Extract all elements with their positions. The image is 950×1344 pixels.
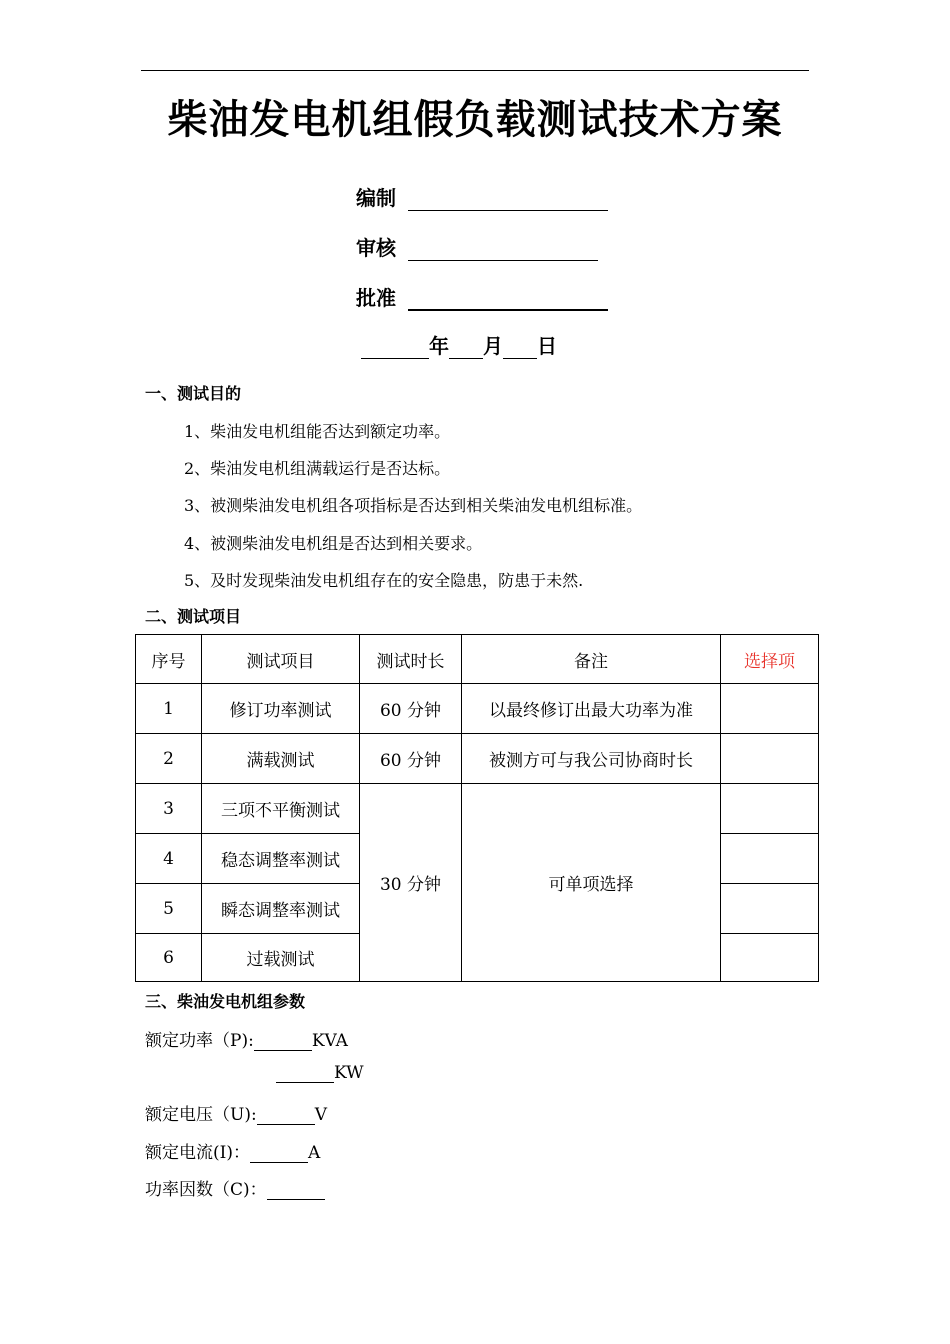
day-field[interactable] — [503, 336, 537, 359]
date-line — [361, 330, 557, 359]
header-note: 备注 — [462, 635, 721, 684]
signature-review — [356, 232, 598, 260]
row-select-cell[interactable] — [721, 684, 819, 734]
compile-field[interactable] — [408, 188, 608, 211]
row-no: 6 — [136, 934, 202, 982]
month-label: 月 — [483, 334, 503, 358]
table-row — [136, 684, 819, 734]
review-field[interactable] — [408, 238, 598, 261]
day-label: 日 — [537, 334, 557, 358]
param-current — [145, 1138, 320, 1163]
year-field[interactable] — [361, 336, 429, 359]
row-item: 过载测试 — [202, 934, 360, 982]
header-rule — [141, 70, 809, 71]
header-item: 测试项目 — [202, 635, 360, 684]
purpose-item: 4、被测柴油发电机组是否达到相关要求。 — [184, 534, 483, 553]
power-kw-unit: KW — [334, 1063, 364, 1083]
table-row — [136, 784, 819, 834]
approve-label: 批准 — [356, 286, 396, 310]
voltage-field[interactable] — [257, 1106, 315, 1125]
row-item: 三项不平衡测试 — [202, 784, 360, 834]
row-item: 瞬态调整率测试 — [202, 884, 360, 934]
year-label: 年 — [429, 334, 449, 358]
row-note: 以最终修订出最大功率为准 — [462, 684, 721, 734]
current-field[interactable] — [250, 1144, 308, 1163]
param-power-factor — [145, 1175, 325, 1200]
compile-label: 编制 — [356, 186, 396, 210]
voltage-unit: V — [314, 1105, 327, 1125]
table-row — [136, 734, 819, 784]
review-label: 审核 — [356, 236, 396, 260]
purpose-item: 5、及时发现柴油发电机组存在的安全隐患，防患于未然. — [184, 571, 584, 590]
approve-field[interactable] — [408, 287, 608, 311]
current-label: 额定电流(I)： — [145, 1143, 250, 1163]
param-voltage — [145, 1100, 327, 1125]
row-no: 1 — [136, 684, 202, 734]
power-kva-field[interactable] — [254, 1032, 312, 1051]
power-kva-unit: KVA — [311, 1031, 348, 1051]
row-no: 5 — [136, 884, 202, 934]
document-title: 柴油发电机组假负载测试技术方案 — [167, 97, 783, 143]
row-no: 2 — [136, 734, 202, 784]
current-unit: A — [307, 1143, 321, 1163]
header-duration: 测试时长 — [360, 635, 462, 684]
row-duration: 60 分钟 — [360, 684, 462, 734]
month-field[interactable] — [449, 336, 483, 359]
purpose-item: 2、柴油发电机组满载运行是否达标。 — [184, 459, 451, 478]
row-item: 修订功率测试 — [202, 684, 360, 734]
header-no: 序号 — [136, 635, 202, 684]
merged-duration: 30 分钟 — [360, 784, 462, 982]
table-header-row — [136, 635, 819, 684]
row-item: 满载测试 — [202, 734, 360, 784]
row-select-cell[interactable] — [721, 934, 819, 982]
row-select-cell[interactable] — [721, 734, 819, 784]
row-no: 3 — [136, 784, 202, 834]
section-heading-items: 二、测试项目 — [145, 607, 242, 626]
section-heading-purpose: 一、测试目的 — [145, 384, 242, 403]
purpose-item: 3、被测柴油发电机组各项指标是否达到相关柴油发电机组标准。 — [184, 496, 643, 515]
signature-compile — [356, 182, 608, 210]
pf-label: 功率因数（C)： — [145, 1180, 267, 1200]
param-power — [145, 1026, 348, 1051]
signature-approve — [356, 282, 608, 310]
merged-note: 可单项选择 — [462, 784, 721, 982]
power-kw-field[interactable] — [276, 1064, 334, 1083]
row-duration: 60 分钟 — [360, 734, 462, 784]
header-select: 选择项 — [721, 635, 819, 684]
voltage-label: 额定电压（U): — [145, 1105, 257, 1125]
row-no: 4 — [136, 834, 202, 884]
test-items-table — [135, 634, 819, 982]
row-item: 稳态调整率测试 — [202, 834, 360, 884]
row-select-cell[interactable] — [721, 884, 819, 934]
row-note: 被测方可与我公司协商时长 — [462, 734, 721, 784]
power-label: 额定功率（P): — [145, 1031, 254, 1051]
pf-field[interactable] — [267, 1181, 325, 1200]
purpose-item: 1、柴油发电机组能否达到额定功率。 — [184, 422, 451, 441]
row-select-cell[interactable] — [721, 784, 819, 834]
row-select-cell[interactable] — [721, 834, 819, 884]
section-heading-params: 三、柴油发电机组参数 — [145, 992, 306, 1011]
param-power-kw — [276, 1063, 364, 1083]
